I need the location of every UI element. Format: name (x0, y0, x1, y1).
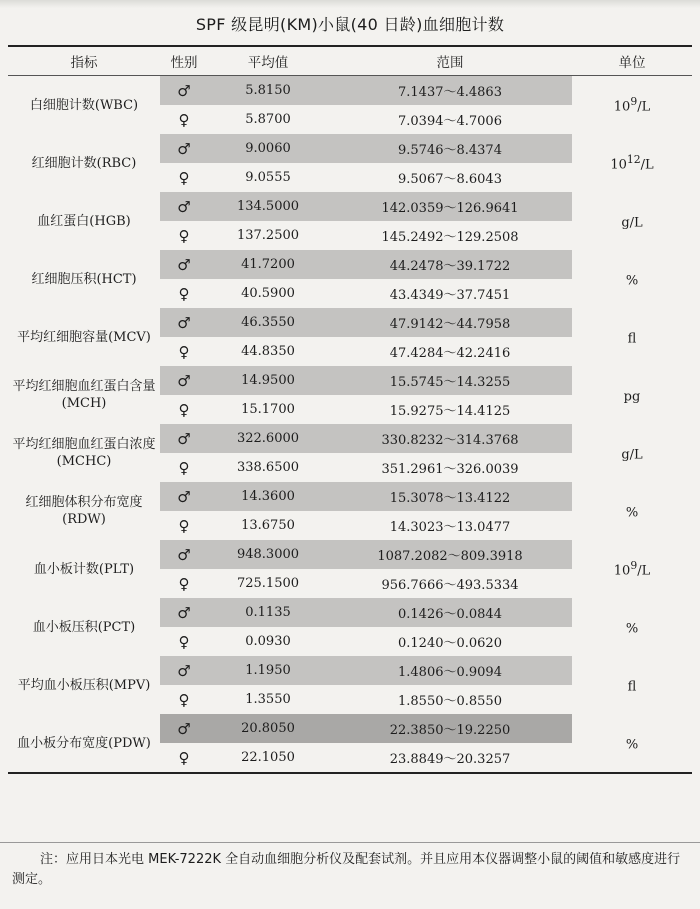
sex-male-cell: ♂ (160, 598, 208, 627)
header-mean: 平均值 (208, 46, 328, 76)
range-cell: 15.3078～13.4122 (328, 482, 572, 511)
sex-female-cell: ♀ (160, 743, 208, 773)
header-range: 范围 (328, 46, 572, 76)
mean-cell: 134.5000 (208, 192, 328, 221)
indicator-cell: 平均红细胞容量(MCV) (17, 329, 151, 345)
header-indicator: 指标 (8, 46, 160, 76)
unit-exponent: 9 (630, 95, 638, 109)
range-cell: 7.1437～4.4863 (328, 76, 572, 106)
unit-base: 10 (610, 157, 627, 173)
table-row-male (8, 714, 692, 743)
unit-base: 10 (613, 563, 631, 579)
unit-cell (572, 192, 692, 250)
mean-cell: 1.3550 (208, 685, 328, 714)
unit-base: 10 (613, 99, 631, 115)
table-row-male (8, 598, 692, 627)
range-cell: 43.4349～37.7451 (328, 279, 572, 308)
sex-male-cell: ♂ (160, 482, 208, 511)
sex-male-cell: ♂ (160, 76, 208, 106)
range-cell: 0.1240～0.0620 (328, 627, 572, 656)
unit-tail: /L (637, 99, 651, 115)
mean-cell: 137.2500 (208, 221, 328, 250)
range-cell: 44.2478～39.1722 (328, 250, 572, 279)
sex-female-cell: ♀ (160, 569, 208, 598)
range-cell: 1087.2082～809.3918 (328, 540, 572, 569)
unit-base: fl (627, 331, 637, 347)
unit-cell (572, 714, 692, 773)
mean-cell: 725.1500 (208, 569, 328, 598)
indicator-cell: 平均红细胞血红蛋白含量(MCH) (12, 379, 156, 411)
table-row-male (8, 482, 692, 511)
sex-male-cell: ♂ (160, 366, 208, 395)
unit-exponent: 12 (626, 153, 641, 167)
header-unit: 单位 (572, 46, 692, 76)
range-cell: 22.3850～19.2250 (328, 714, 572, 743)
unit-cell (572, 250, 692, 308)
mean-cell: 46.3550 (208, 308, 328, 337)
table-row-male (8, 250, 692, 279)
range-cell: 1.8550～0.8550 (328, 685, 572, 714)
table-body (8, 76, 692, 774)
table-row-male (8, 192, 692, 221)
header-row (8, 46, 692, 76)
range-cell: 15.5745～14.3255 (328, 366, 572, 395)
unit-base: pg (623, 389, 641, 405)
mean-cell: 15.1700 (208, 395, 328, 424)
unit-base: fl (627, 679, 637, 695)
unit-tail: /L (640, 157, 654, 173)
sex-male-cell: ♂ (160, 250, 208, 279)
table-row-male (8, 656, 692, 685)
mean-cell: 5.8700 (208, 105, 328, 134)
range-cell: 9.5067～8.6043 (328, 163, 572, 192)
range-cell: 23.8849～20.3257 (328, 743, 572, 773)
unit-cell (572, 482, 692, 540)
unit-base: % (625, 273, 639, 289)
indicator-cell: 血小板计数(PLT) (33, 561, 135, 577)
mean-cell: 948.3000 (208, 540, 328, 569)
mean-cell: 322.6000 (208, 424, 328, 453)
indicator-cell: 红细胞体积分布宽度(RDW) (25, 495, 143, 527)
indicator-cell: 血小板分布宽度(PDW) (17, 735, 151, 751)
sex-female-cell: ♀ (160, 163, 208, 192)
unit-exponent: 9 (630, 559, 638, 573)
blood-count-table (8, 45, 692, 774)
sex-female-cell: ♀ (160, 221, 208, 250)
sex-female-cell: ♀ (160, 279, 208, 308)
indicator-cell: 平均红细胞血红蛋白浓度(MCHC) (12, 437, 156, 469)
unit-base: % (625, 621, 639, 637)
range-cell: 15.9275～14.4125 (328, 395, 572, 424)
mean-cell: 0.1135 (208, 598, 328, 627)
unit-base: g/L (621, 215, 643, 231)
header-sex: 性别 (160, 46, 208, 76)
mean-cell: 40.5900 (208, 279, 328, 308)
range-cell: 1.4806～0.9094 (328, 656, 572, 685)
indicator-cell: 红细胞压积(HCT) (31, 271, 137, 287)
table-row-male (8, 540, 692, 569)
sex-male-cell: ♂ (160, 134, 208, 163)
unit-cell (572, 598, 692, 656)
indicator-cell: 血小板压积(PCT) (32, 619, 136, 635)
sex-female-cell: ♀ (160, 627, 208, 656)
table-row-male (8, 366, 692, 395)
bleed-through-strip (0, 0, 700, 8)
indicator-cell: 血红蛋白(HGB) (37, 213, 131, 229)
mean-cell: 9.0555 (208, 163, 328, 192)
mean-cell: 14.3600 (208, 482, 328, 511)
mean-cell: 338.6500 (208, 453, 328, 482)
range-cell: 0.1426～0.0844 (328, 598, 572, 627)
unit-cell (572, 134, 692, 192)
unit-base: % (625, 737, 639, 753)
unit-base: % (625, 505, 639, 521)
sex-female-cell: ♀ (160, 337, 208, 366)
range-cell: 14.3023～13.0477 (328, 511, 572, 540)
mean-cell: 5.8150 (208, 76, 328, 106)
table-title: SPF 级昆明(KM)小鼠(40 日龄)血细胞计数 (195, 15, 505, 34)
mean-cell: 41.7200 (208, 250, 328, 279)
sex-female-cell: ♀ (160, 685, 208, 714)
note-divider (0, 842, 700, 843)
range-cell: 9.5746～8.4374 (328, 134, 572, 163)
mean-cell: 9.0060 (208, 134, 328, 163)
indicator-cell: 白细胞计数(WBC) (29, 97, 139, 113)
sex-female-cell: ♀ (160, 511, 208, 540)
range-cell: 47.4284～42.2416 (328, 337, 572, 366)
range-cell: 47.9142～44.7958 (328, 308, 572, 337)
table-row-male (8, 76, 692, 106)
sex-female-cell: ♀ (160, 453, 208, 482)
unit-base: g/L (621, 447, 643, 463)
unit-cell (572, 76, 692, 135)
footnote: 注：应用日本光电 MEK-7222K 全自动血细胞分析仪及配套试剂。并且应用本仪器调整小鼠的阈值和敏感度进行测定。 (12, 852, 681, 887)
range-cell: 956.7666～493.5334 (328, 569, 572, 598)
table-row-male (8, 308, 692, 337)
indicator-cell: 红细胞计数(RBC) (31, 155, 137, 171)
sex-male-cell: ♂ (160, 714, 208, 743)
mean-cell: 20.8050 (208, 714, 328, 743)
range-cell: 330.8232～314.3768 (328, 424, 572, 453)
range-cell: 145.2492～129.2508 (328, 221, 572, 250)
range-cell: 7.0394～4.7006 (328, 105, 572, 134)
sex-male-cell: ♂ (160, 656, 208, 685)
sex-male-cell: ♂ (160, 192, 208, 221)
mean-cell: 1.1950 (208, 656, 328, 685)
range-cell: 351.2961～326.0039 (328, 453, 572, 482)
unit-cell (572, 424, 692, 482)
sex-male-cell: ♂ (160, 424, 208, 453)
mean-cell: 0.0930 (208, 627, 328, 656)
range-cell: 142.0359～126.9641 (328, 192, 572, 221)
unit-tail: /L (637, 563, 651, 579)
unit-cell (572, 366, 692, 424)
indicator-cell: 平均血小板压积(MPV) (17, 677, 151, 693)
sex-male-cell: ♂ (160, 540, 208, 569)
mean-cell: 22.1050 (208, 743, 328, 773)
unit-cell (572, 540, 692, 598)
mean-cell: 44.8350 (208, 337, 328, 366)
sex-male-cell: ♂ (160, 308, 208, 337)
sex-female-cell: ♀ (160, 395, 208, 424)
mean-cell: 13.6750 (208, 511, 328, 540)
unit-cell (572, 656, 692, 714)
unit-cell (572, 308, 692, 366)
table-row-male (8, 134, 692, 163)
mean-cell: 14.9500 (208, 366, 328, 395)
table-row-male (8, 424, 692, 453)
sex-female-cell: ♀ (160, 105, 208, 134)
